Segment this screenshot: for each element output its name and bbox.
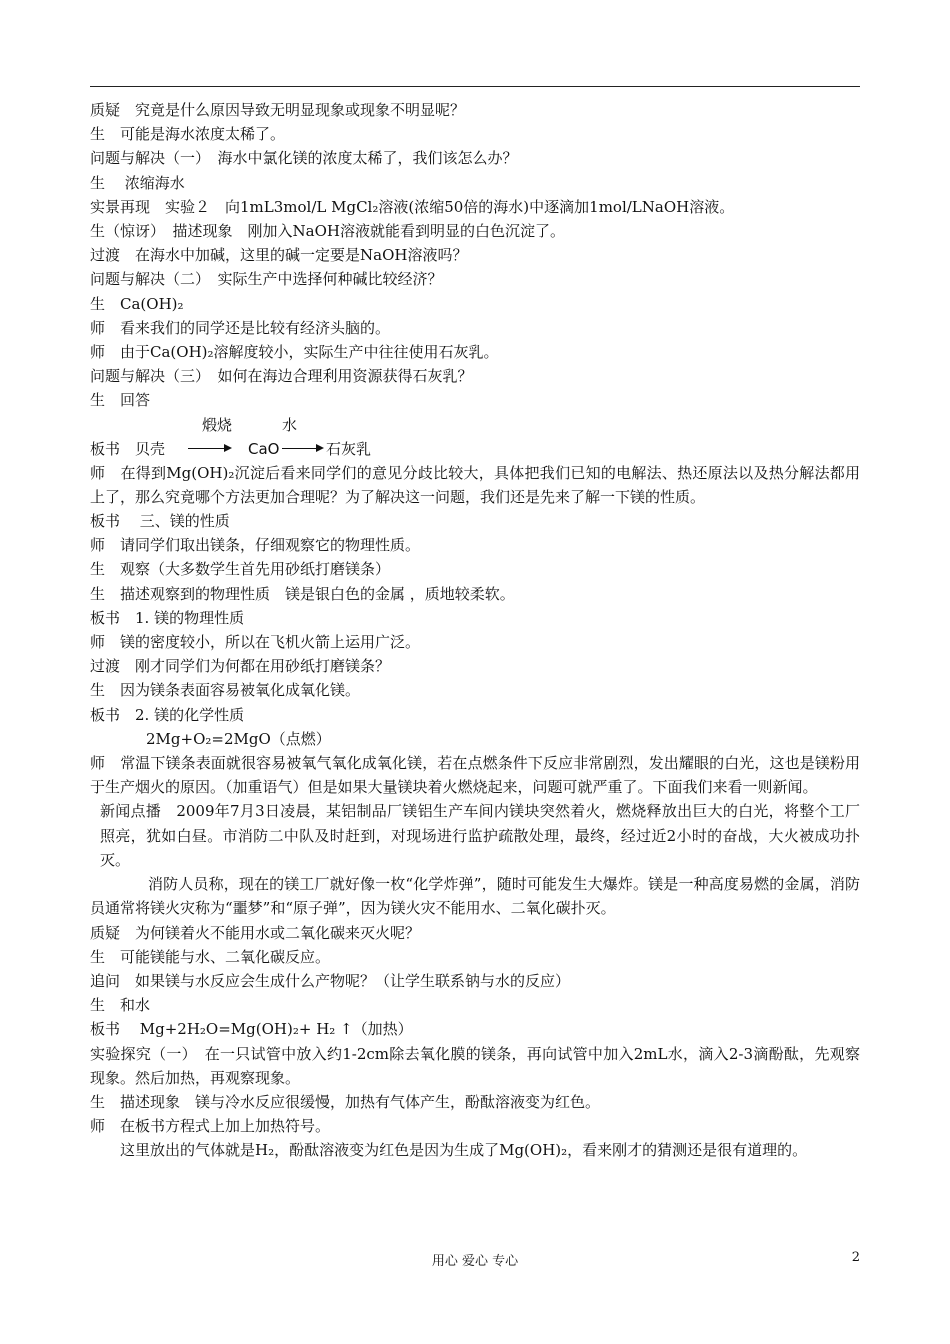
text-line: 师 由于Ca(OH)₂溶解度较小，实际生产中往往使用石灰乳。 — [90, 343, 499, 362]
board-prefix: 板书 贝壳 — [90, 439, 166, 458]
reaction-arrow — [282, 448, 322, 449]
text-line: 过渡 刚才同学们为何都在用砂纸打磨镁条？ — [90, 657, 391, 676]
text-line: 师 镁的密度较小，所以在飞机火箭上运用广泛。 — [90, 633, 421, 652]
text-line: 板书 三、镁的性质 — [90, 512, 230, 531]
footer-motto: 用心 爱心 专心 — [431, 1254, 519, 1269]
text-line: 问题与解决（三） 如何在海边合理利用资源获得石灰乳？ — [90, 367, 473, 386]
text-line: 生 和水 — [90, 996, 151, 1015]
text-line: 生 Ca(OH)₂ — [90, 294, 184, 313]
text-line: 追问 如果镁与水反应会生成什么产物呢？（让学生联系钠与水的反应） — [90, 971, 571, 990]
text-line: 问题与解决（一） 海水中氯化镁的浓度太稀了，我们该怎么办？ — [90, 149, 518, 168]
news-paragraph: 新闻点播 2009年7月3日凌晨，某铝制品厂镁铝生产车间内镁块突然着火，燃烧释放出巨大的白光，将整个工厂照亮，犹如白昼。市消防二中队及时赶到，对现场进行监护疏散处理，最终，经过近2小时的奋战，大火被成功扑灭。 — [100, 802, 861, 869]
text-line: 生 浓缩海水 — [90, 173, 185, 192]
reaction-arrow — [188, 448, 230, 449]
text-line: 质疑 为何镁着火不能用水或二氧化碳来灭火呢？ — [90, 923, 421, 942]
text-line: 生 因为镁条表面容易被氧化成氧化镁。 — [90, 681, 361, 700]
equation-line: 板书 Mg+2H₂O=Mg(OH)₂+ H₂ ↑（加热） — [90, 1020, 413, 1039]
text-line: 生（惊讶） 描述现象 刚加入NaOH溶液就能看到明显的白色沉淀了。 — [90, 222, 565, 241]
text-line: 师 请同学们取出镁条，仔细观察它的物理性质。 — [90, 536, 421, 555]
text-line: 生 描述现象 镁与冷水反应很缓慢，加热有气体产生，酚酞溶液变为红色。 — [90, 1092, 601, 1111]
reaction-conditions-row — [90, 413, 860, 437]
text-line: 生 观察（大多数学生首先用砂纸打磨镁条） — [90, 560, 391, 579]
page-number: 2 — [851, 1250, 860, 1265]
text-paragraph: 实验探究（一） 在一只试管中放入约1-2cm除去氧化膜的镁条，再向试管中加入2mL水，滴入2-3滴酚酞，先观察现象。然后加热，再观察现象。 — [90, 1044, 860, 1087]
text-paragraph: 师 在得到Mg(OH)₂沉淀后看来同学们的意见分歧比较大，具体把我们已知的电解法、热还原法以及热分解法都用上了，那么究竟哪个方法更加合理呢？为了解决这一问题，我们还是先来了解一下镁的性质。 — [90, 463, 860, 506]
text-line: 质疑 究竟是什么原因导致无明显现象或现象不明显呢？ — [90, 101, 466, 119]
text-line: 师 在板书方程式上加上加热符号。 — [90, 1117, 331, 1136]
text-line: 板书 1. 镁的物理性质 — [90, 608, 245, 627]
text-line: 问题与解决（二） 实际生产中选择何种碱比较经济？ — [90, 270, 443, 289]
text-paragraph: 师 常温下镁条表面就很容易被氧气氧化成氧化镁，若在点燃条件下反应非常剧烈，发出耀眼的白光，这也是镁粉用于生产烟火的原因。（加重语气）但是如果大量镁块着火燃烧起来，问题可就严重了。下面我们来看一则新闻。 — [90, 754, 860, 797]
text-line: 师 看来我们的同学还是比较有经济头脑的。 — [90, 318, 391, 337]
header-rule — [90, 86, 860, 87]
text-line: 生 可能是海水浓度太稀了。 — [90, 125, 286, 144]
text-line: 过渡 在海水中加碱，这里的碱一定要是NaOH溶液吗？ — [90, 246, 468, 265]
condition-water: 水 — [282, 415, 298, 434]
text-line: 板书 2. 镁的化学性质 — [90, 705, 245, 724]
text-line: 生 描述观察到的物理性质 镁是银白色的金属 ，质地较柔软。 — [90, 584, 515, 603]
cao-formula: CaO — [248, 439, 280, 458]
condition-calcination: 煅烧 — [202, 415, 233, 434]
document-body — [90, 98, 860, 1163]
news-paragraph: 消防人员称，现在的镁工厂就好像一枚“化学炸弹”，随时可能发生大爆炸。镁是一种高度易燃的金属，消防员通常将镁火灾称为“噩梦”和“原子弹”，因为镁火灾不能用水、二氧化碳扑灭。 — [90, 875, 860, 918]
text-line: 生 回答 — [90, 391, 151, 410]
product-lime-milk: 石灰乳 — [326, 439, 372, 458]
equation-line: 2Mg+O₂=2MgO（点燃） — [146, 729, 331, 748]
reaction-scheme — [90, 437, 860, 461]
text-line: 生 可能镁能与水、二氧化碳反应。 — [90, 947, 331, 966]
text-line: 这里放出的气体就是H₂，酚酞溶液变为红色是因为生成了Mg(OH)₂，看来刚才的猜测还是很有道理的。 — [120, 1141, 808, 1160]
text-line: 实景再现 实验２ 向1mL3mol/L MgCl₂溶液(浓缩50倍的海水)中逐滴加1mol/LNaOH溶液。 — [90, 197, 735, 216]
